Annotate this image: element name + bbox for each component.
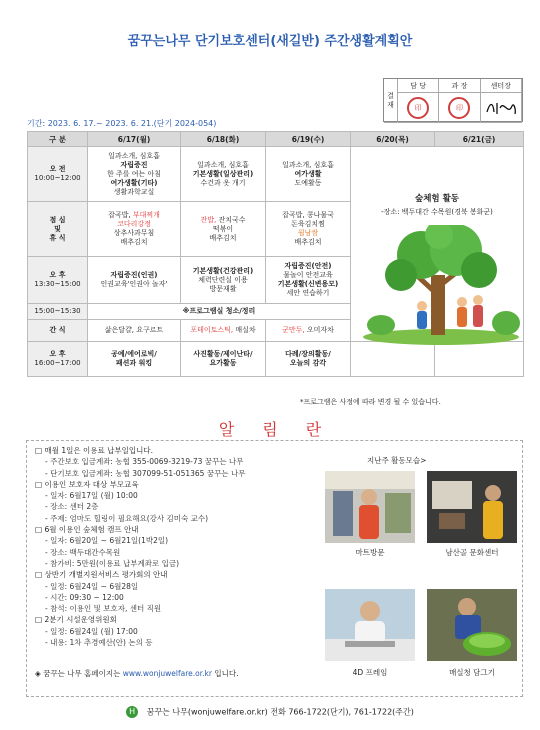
notice-line: - 참석: 이용인 및 보호자, 센터 직원 bbox=[45, 604, 162, 614]
cell-snack-mon: 삶은달걀, 요구르트 bbox=[88, 320, 181, 342]
page-title: 꿈꾸는나무 단기보호센터(새길반) 주간생활계획안 bbox=[127, 34, 413, 49]
cell-afternoon-mon: 자립증진(인권) 인권교육'인권아 놀자' bbox=[88, 257, 181, 304]
forest-place: -장소: 백두대간 수목원(경북 봉화군) bbox=[381, 208, 493, 216]
notice-line: - 시간: 09:30 ~ 12:00 bbox=[45, 592, 124, 602]
col-header-mon: 6/17(월) bbox=[88, 132, 181, 147]
cell-evening-tue: 사진활동/제이난타/ 요가활동 bbox=[181, 342, 266, 377]
row-label-snack: 간 식 bbox=[28, 320, 88, 342]
forest-illustration-icon bbox=[361, 225, 521, 345]
photo-mart-visit bbox=[325, 471, 415, 543]
notice-line: - 장소: 백두대간수목원 bbox=[45, 547, 121, 557]
photo-4d-frame bbox=[325, 589, 415, 661]
notice-line: □ 상반기 개별지원서비스 평가회의 안내 bbox=[35, 570, 168, 580]
row-label-lunch: 점 심 및 휴 식 bbox=[28, 202, 88, 257]
notice-list bbox=[35, 445, 335, 648]
notice-line: □ 6월 이용인 숲체험 캠프 안내 bbox=[35, 525, 139, 535]
notice-line: - 일정: 6월24일 ~ 6월28일 bbox=[45, 581, 139, 591]
notice-line: - 내용: 1차 추경예산(안) 논의 등 bbox=[45, 638, 153, 648]
photo-maesil bbox=[427, 589, 517, 661]
row-label-evening: 오 후 16:00~17:00 bbox=[28, 342, 88, 377]
row-label-cleanup: 15:00~15:30 bbox=[28, 304, 88, 320]
seal-icon: 印 bbox=[407, 97, 429, 119]
notice-line: - 단기보호 입금계좌: 농협 307099-51-051365 꿈꾸는 나무 bbox=[45, 468, 246, 478]
row-evening bbox=[28, 342, 524, 377]
stamp-manager bbox=[439, 93, 480, 123]
approval-label: 결 재 bbox=[384, 79, 398, 123]
row-label-afternoon: 오 후 13:30~15:00 bbox=[28, 257, 88, 304]
cell-lunch-wed: 잡곡밥, 콩나물국 돈육김치찜 월남쌈 배추김치 bbox=[266, 202, 351, 257]
footer bbox=[0, 706, 540, 718]
notice-line: - 주간보호 입금계좌: 농협 355-0069-3219-73 꿈꾸는 나무 bbox=[45, 457, 244, 467]
cell-forest-activity bbox=[351, 147, 524, 342]
cell-snack-tue: 포테이토스틱, 매실차 bbox=[181, 320, 266, 342]
notice-line: - 참가비: 5만원(이용료 납부계좌로 입금) bbox=[45, 558, 180, 568]
signature-icon bbox=[484, 98, 518, 118]
col-header-fri: 6/21(금) bbox=[435, 132, 524, 147]
caption-4d-frame: 4D 프레임 bbox=[352, 668, 388, 677]
notice-line: - 일정: 6월24일 (월) 17:00 bbox=[45, 626, 138, 636]
approval-role-staff: 담 당 bbox=[398, 79, 439, 93]
col-header-thu: 6/20(목) bbox=[351, 132, 435, 147]
caption-mart-visit: 마트방문 bbox=[355, 548, 385, 557]
logo-icon: H bbox=[126, 706, 138, 718]
approval-box bbox=[383, 78, 523, 122]
cell-evening-thu bbox=[351, 342, 435, 377]
notice-line: - 일자: 6월17일 (월) 10:00 bbox=[45, 491, 138, 501]
notice-line: - 장소: 센터 2층 bbox=[45, 502, 99, 512]
forest-title: 숲체험 활동 bbox=[414, 194, 459, 204]
notice-heading: 알림란 bbox=[218, 420, 350, 439]
cell-evening-wed: 다례/장의활동/ 오늘의 감각 bbox=[266, 342, 351, 377]
cell-afternoon-wed: 자립증진(안전) 물놀이 안전교육 기본생활(신변용모) 세안 연습하기 bbox=[266, 257, 351, 304]
cell-evening-fri bbox=[435, 342, 524, 377]
cell-evening-mon: 공예/에어로빅/ 패션과 워킹 bbox=[88, 342, 181, 377]
weekly-schedule-table bbox=[27, 131, 524, 377]
approval-role-manager: 과 장 bbox=[439, 79, 480, 93]
notice-line: □ 매월 1일은 이용료 납부일입니다. bbox=[35, 446, 153, 455]
cell-lunch-mon: 잡곡밥, 부대찌개 코다리강정 상추사과무침 배추김치 bbox=[88, 202, 181, 257]
photo-namsangol bbox=[427, 471, 517, 543]
homepage-link[interactable]: www.wonjuwelfare.or.kr bbox=[122, 669, 212, 678]
stamp-director bbox=[481, 93, 522, 123]
cell-morning-tue: 일과소개, 심호흡 기본생활(일상관리) 수건과 옷 개기 bbox=[181, 147, 266, 202]
cell-afternoon-tue: 기본생활(건강관리) 체력단련실 이용 방문재활 bbox=[181, 257, 266, 304]
caption-namsangol: 남산골 문화센터 bbox=[445, 548, 499, 557]
col-header-wed: 6/19(수) bbox=[266, 132, 351, 147]
photos-title: 지난주 활동모습> bbox=[367, 456, 427, 465]
caption-maesil: 매실청 담그기 bbox=[449, 668, 495, 677]
seal-icon: 印 bbox=[448, 97, 470, 119]
period-text: 기간: 2023. 6. 17.~ 2023. 6. 21.(단기 2024-054) bbox=[27, 119, 217, 128]
approval-role-director: 센터장 bbox=[481, 79, 522, 93]
col-header-category: 구 분 bbox=[28, 132, 88, 147]
row-label-morning: 오 전 10:00~12:00 bbox=[28, 147, 88, 202]
cell-snack-wed: 군만두, 오미자차 bbox=[266, 320, 351, 342]
schedule-change-note: *프로그램은 사정에 따라 변경 될 수 있습니다. bbox=[300, 398, 441, 406]
notice-box bbox=[26, 440, 523, 697]
cell-cleanup: ※프로그램실 청소/정리 bbox=[88, 304, 351, 320]
cell-morning-mon: 일과소개, 심호흡 자립증진 한 주를 여는 아침 여가생활(기타) 생활과학교실 bbox=[88, 147, 181, 202]
cell-lunch-tue: 잔밥, 잔치국수 떡볶이 배추김치 bbox=[181, 202, 266, 257]
cell-morning-wed: 일과소개, 심호흡 여가생활 도예활동 bbox=[266, 147, 351, 202]
homepage-line: ◈ 꿈꾸는 나무 홈페이지는 www.wonjuwelfare.or.kr 입니다. bbox=[35, 669, 239, 678]
notice-line: □ 2분기 시설운영위원회 bbox=[35, 615, 117, 625]
row-morning bbox=[28, 147, 524, 202]
notice-line: □ 이용인 보호자 대상 부모교육 bbox=[35, 479, 139, 489]
footer-contact: 꿈꾸는 나무(wonjuwelfare.or.kr) 전화 766-1722(단기), 761-1722(주간) bbox=[146, 707, 414, 717]
stamp-staff bbox=[398, 93, 439, 123]
col-header-tue: 6/18(화) bbox=[181, 132, 266, 147]
notice-line: - 주제: 엄마도 힐링이 필요해요(강사 김미숙 교수) bbox=[45, 513, 209, 523]
notice-line: - 일자: 6월20일 ~ 6월21일(1박2일) bbox=[45, 536, 169, 546]
